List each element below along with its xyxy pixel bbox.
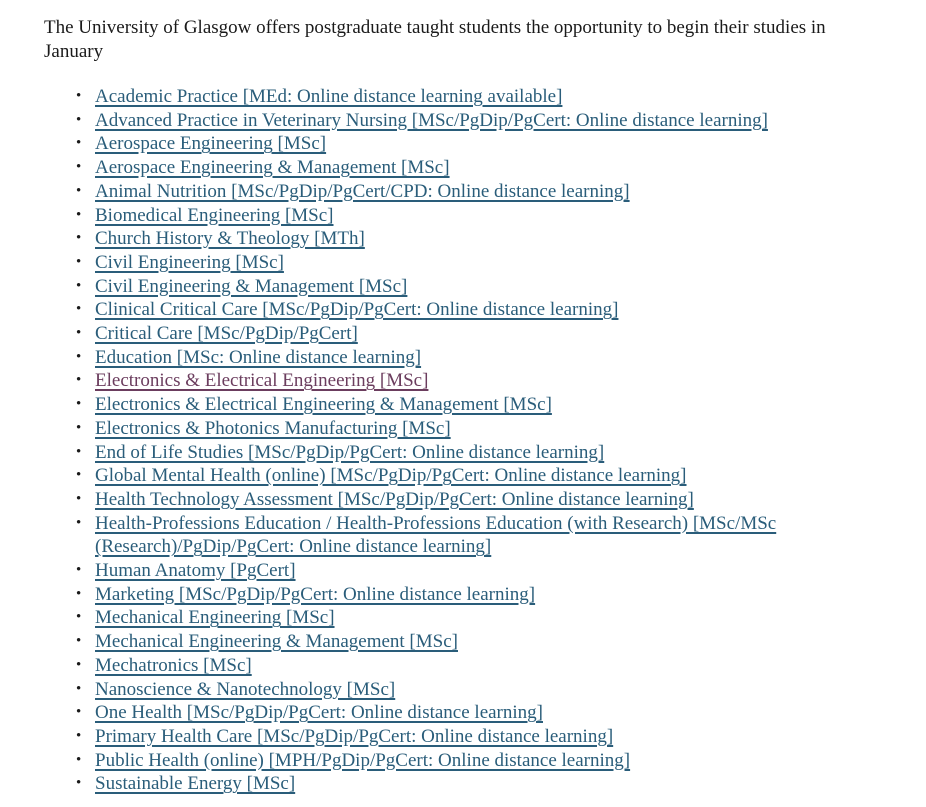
bullet-icon: • bbox=[76, 348, 82, 365]
list-item bbox=[0, 346, 855, 370]
list-item bbox=[0, 132, 855, 156]
bullet-icon: • bbox=[76, 514, 82, 531]
list-item bbox=[0, 678, 855, 702]
programme-link[interactable]: Health-Professions Education / Health-Professions Education (with Research) [MSc/MSc (Research)/PgDip/PgCert: Online distance learning] bbox=[95, 512, 777, 558]
list-item bbox=[0, 227, 855, 251]
list-item bbox=[0, 85, 855, 109]
list-item bbox=[0, 441, 855, 465]
bullet-icon: • bbox=[76, 775, 82, 792]
programme-link[interactable]: Global Mental Health (online) [MSc/PgDip/PgCert: Online distance learning] bbox=[95, 465, 687, 487]
bullet-icon: • bbox=[76, 633, 82, 650]
programme-link[interactable]: Civil Engineering & Management [MSc] bbox=[95, 275, 408, 297]
bullet-icon: • bbox=[76, 680, 82, 697]
programme-list bbox=[0, 85, 855, 796]
programme-link[interactable]: Mechanical Engineering & Management [MSc] bbox=[95, 631, 458, 653]
programme-link[interactable]: Human Anatomy [PgCert] bbox=[95, 560, 296, 582]
programme-link[interactable]: Marketing [MSc/PgDip/PgCert: Online distance learning] bbox=[95, 583, 536, 605]
programme-link[interactable]: Public Health (online) [MPH/PgDip/PgCert: Online distance learning] bbox=[95, 749, 631, 771]
list-item bbox=[0, 204, 855, 228]
programme-link[interactable]: Electronics & Electrical Engineering & Management [MSc] bbox=[95, 394, 552, 416]
list-item bbox=[0, 322, 855, 346]
list-item bbox=[0, 109, 855, 133]
programme-link[interactable]: Mechanical Engineering [MSc] bbox=[95, 607, 335, 629]
bullet-icon: • bbox=[76, 277, 82, 294]
list-item bbox=[0, 369, 855, 393]
programme-link[interactable]: Biomedical Engineering [MSc] bbox=[95, 204, 334, 226]
bullet-icon: • bbox=[76, 562, 82, 579]
bullet-icon: • bbox=[76, 704, 82, 721]
bullet-icon: • bbox=[76, 490, 82, 507]
bullet-icon: • bbox=[76, 419, 82, 436]
list-item bbox=[0, 630, 855, 654]
programme-link[interactable]: Animal Nutrition [MSc/PgDip/PgCert/CPD: Online distance learning] bbox=[95, 180, 630, 202]
bullet-icon: • bbox=[76, 253, 82, 270]
list-item bbox=[0, 749, 855, 773]
list-item bbox=[0, 512, 855, 559]
bullet-icon: • bbox=[76, 609, 82, 626]
list-item bbox=[0, 559, 855, 583]
list-item bbox=[0, 393, 855, 417]
bullet-icon: • bbox=[76, 159, 82, 176]
programme-link[interactable]: Primary Health Care [MSc/PgDip/PgCert: Online distance learning] bbox=[95, 725, 614, 747]
programme-link[interactable]: Church History & Theology [MTh] bbox=[95, 228, 365, 250]
list-item bbox=[0, 488, 855, 512]
programme-link[interactable]: Sustainable Energy [MSc] bbox=[95, 773, 296, 795]
list-item bbox=[0, 251, 855, 275]
list-item bbox=[0, 772, 855, 796]
programme-link[interactable]: Mechatronics [MSc] bbox=[95, 654, 252, 676]
bullet-icon: • bbox=[76, 325, 82, 342]
bullet-icon: • bbox=[76, 206, 82, 223]
programme-link[interactable]: Nanoscience & Nanotechnology [MSc] bbox=[95, 678, 396, 700]
programme-link[interactable]: Electronics & Electrical Engineering [MSc] bbox=[95, 370, 429, 392]
programme-link[interactable]: Civil Engineering [MSc] bbox=[95, 251, 284, 273]
bullet-icon: • bbox=[76, 467, 82, 484]
programme-link[interactable]: Education [MSc: Online distance learning] bbox=[95, 346, 422, 368]
list-item bbox=[0, 583, 855, 607]
bullet-icon: • bbox=[76, 111, 82, 128]
bullet-icon: • bbox=[76, 88, 82, 104]
programme-link[interactable]: Health Technology Assessment [MSc/PgDip/PgCert: Online distance learning] bbox=[95, 488, 694, 510]
list-item bbox=[0, 464, 855, 488]
list-item bbox=[0, 417, 855, 441]
bullet-icon: • bbox=[76, 301, 82, 318]
bullet-icon: • bbox=[76, 230, 82, 247]
bullet-icon: • bbox=[76, 585, 82, 602]
programme-link[interactable]: Electronics & Photonics Manufacturing [MSc] bbox=[95, 417, 451, 439]
list-item bbox=[0, 725, 855, 749]
bullet-icon: • bbox=[76, 182, 82, 199]
bullet-icon: • bbox=[76, 135, 82, 152]
bullet-icon: • bbox=[76, 751, 82, 768]
programme-link[interactable]: Advanced Practice in Veterinary Nursing [MSc/PgDip/PgCert: Online distance learning] bbox=[95, 109, 768, 131]
bullet-icon: • bbox=[76, 656, 82, 673]
list-item bbox=[0, 298, 855, 322]
list-item bbox=[0, 275, 855, 299]
list-item bbox=[0, 180, 855, 204]
list-item bbox=[0, 654, 855, 678]
programme-link[interactable]: Critical Care [MSc/PgDip/PgCert] bbox=[95, 323, 358, 345]
bullet-icon: • bbox=[76, 372, 82, 389]
bullet-icon: • bbox=[76, 727, 82, 744]
bullet-icon: • bbox=[76, 443, 82, 460]
list-item bbox=[0, 701, 855, 725]
programme-link[interactable]: Clinical Critical Care [MSc/PgDip/PgCert: Online distance learning] bbox=[95, 299, 619, 321]
intro-text: The University of Glasgow offers postgraduate taught students the opportunity to begin their studies in January bbox=[44, 17, 826, 62]
programme-link[interactable]: One Health [MSc/PgDip/PgCert: Online distance learning] bbox=[95, 702, 543, 724]
programme-link[interactable]: Aerospace Engineering [MSc] bbox=[95, 133, 327, 155]
list-item bbox=[0, 156, 855, 180]
programme-link[interactable]: Aerospace Engineering & Management [MSc] bbox=[95, 157, 450, 179]
programme-link[interactable]: End of Life Studies [MSc/PgDip/PgCert: Online distance learning] bbox=[95, 441, 605, 463]
bullet-icon: • bbox=[76, 396, 82, 413]
list-item bbox=[0, 606, 855, 630]
programme-link[interactable]: Academic Practice [MEd: Online distance learning available] bbox=[95, 86, 563, 107]
